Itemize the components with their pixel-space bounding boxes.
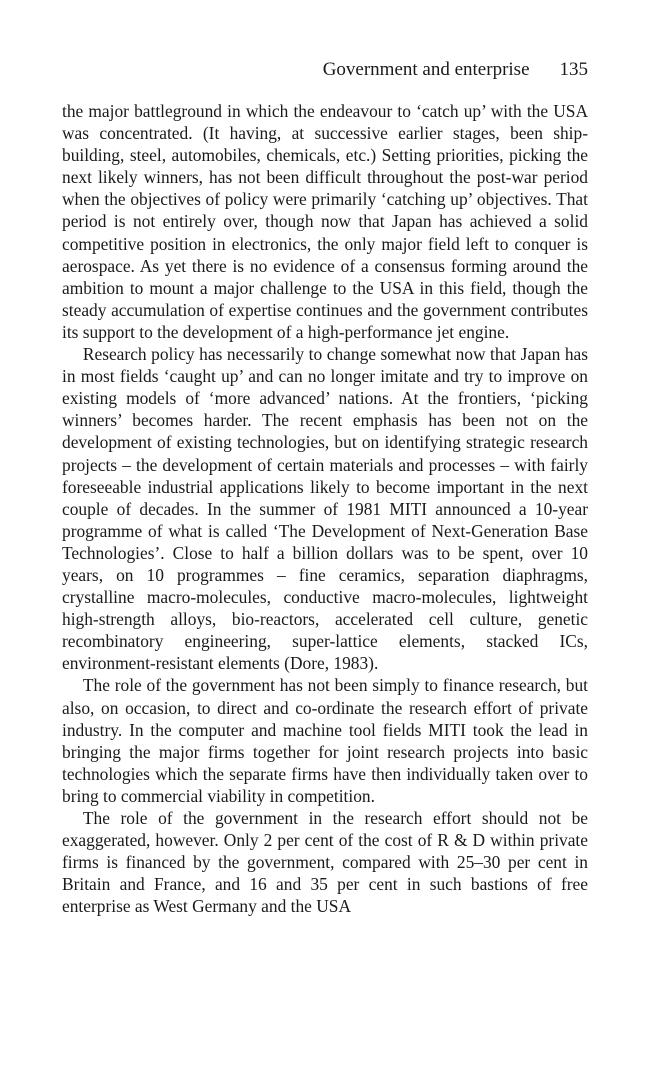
- page-number: 135: [559, 59, 588, 80]
- paragraph-2: Research policy has necessarily to change somewhat now that Japan has in most fields ‘caught up’ and can no longer imitate and try to improve on existing models of ‘more advanced’ nations. At the frontiers, ‘picking winners’ becomes harder. The recent emphasis has been not on the development of existing technologies, but on identifying strategic research projects – the development of certain materials and processes – with fairly foreseeable industrial applications likely to become important in the next couple of decades. In the summer of 1981 MITI announced a 10-year programme of what is called ‘The Development of Next-Generation Base Technologies’. Close to half a billion dollars was to be spent, over 10 years, on 10 programmes – fine ceramics, separation diaphragms, crystalline macro-molecules, conductive macro-molecules, lightweight high-strength alloys, bio-reactors, accelerated cell culture, genetic recombinatory engineering, super-lattice elements, stacked ICs, environment-resistant elements (Dore, 1983).: [62, 344, 588, 674]
- running-title: Government and enterprise: [322, 59, 530, 80]
- book-page: [62, 58, 588, 917]
- paragraph-3: The role of the government has not been simply to finance research, but also, on occasion, to direct and co-ordinate the research effort of private industry. In the computer and machine tool fields MITI took the lead in bringing the major firms together for joint research projects into basic technologies which the separate firms have then individually taken over to bring to commercial viability in competition.: [62, 675, 588, 806]
- paragraph-4: The role of the government in the research effort should not be exaggerated, however. Only 2 per cent of the cost of R & D within private firms is financed by the government, compared with 25–30 per cent in Britain and France, and 16 and 35 per cent in such bastions of free enterprise as West Germany and the USA: [62, 808, 588, 917]
- body-text: [62, 100, 588, 917]
- paragraph-1: the major battleground in which the endeavour to ‘catch up’ with the USA was concentrated. (It having, at successive earlier stages, been ship-building, steel, automobiles, chemicals, etc.) Setting priorities, picking the next likely winners, has not been difficult throughout the post-war period when the objectives of policy were primarily ‘catching up’ objectives. That period is not entirely over, though now that Japan has achieved a solid competitive position in electronics, the only major field left to conquer is aerospace. As yet there is no evidence of a consensus forming around the ambition to mount a major challenge to the USA in this field, though the steady accumulation of expertise continues and the government contributes its support to the development of a high-performance jet engine.: [62, 101, 588, 342]
- running-head: [62, 58, 588, 82]
